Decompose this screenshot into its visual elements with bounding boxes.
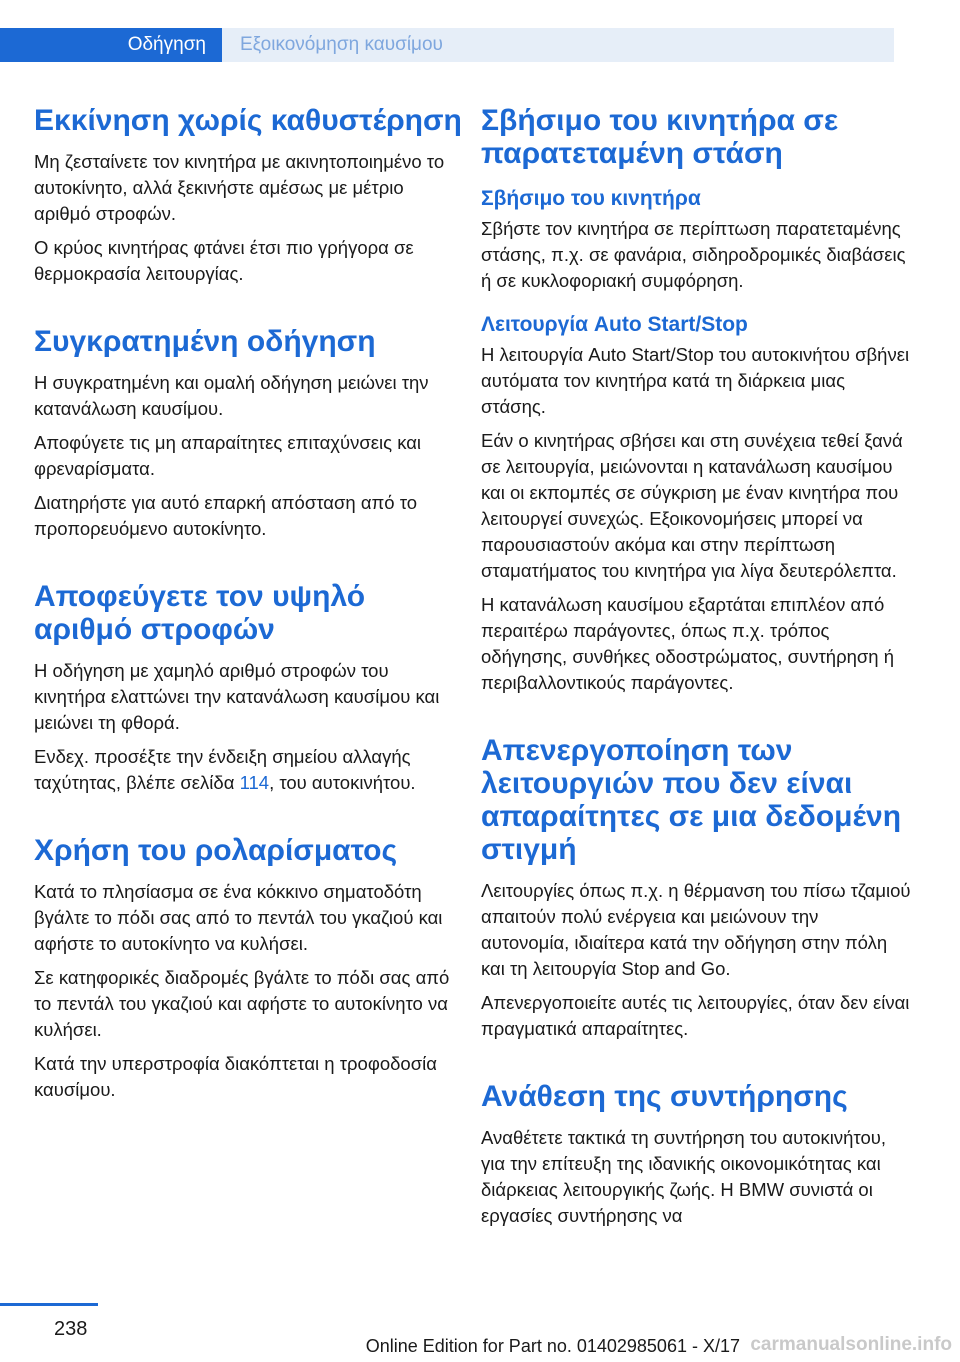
section-moderate-driving (34, 325, 464, 542)
paragraph: Αποφύγετε τις μη απαραίτητες επιταχύνσεις και φρεναρίσματα. (34, 432, 422, 479)
section-coasting (34, 834, 464, 1103)
paragraph (34, 744, 464, 796)
chapter-tab[interactable]: Οδήγηση (0, 28, 222, 62)
section-title: Χρήση του ρολαρίσματος (34, 834, 398, 867)
paragraph: Αναθέτετε τακτικά τη συντήρηση του αυτοκινήτου, για την επίτευξη της ιδανικής οικονομικότητας και διάρκειας λειτουργικής ζωής. Η BMW συνιστά οι εργασίες συντήρησης να (481, 1127, 887, 1226)
section-start-without-delay (34, 104, 464, 287)
section-title: Ανάθεση της συντήρησης (481, 1080, 848, 1113)
subsection-auto-start-stop (481, 312, 911, 696)
section-avoid-high-rpm (34, 580, 464, 796)
paragraph-text: , του αυτοκινήτου. (269, 772, 416, 793)
paragraph: Λειτουργίες όπως π.χ. η θέρμανση του πίσω τζαμιού απαιτούν πολύ ενέργεια και μειώνουν την αυτονομία, ιδιαίτερα κατά την οδήγηση στην πόλη και τη λειτουργία Stop and Go. (481, 880, 911, 979)
section-title: Απενεργοποίηση των λειτουργιών που δεν είναι απαραίτητες σε μια δεδομένη στιγμή (481, 734, 902, 866)
paragraph: Μη ζεσταίνετε τον κινητήρα με ακινητοποιημένο το αυτοκίνητο, αλλά ξεκινήστε αμέσως με μέτριο αριθμό στροφών. (34, 151, 445, 224)
paragraph: Η συγκρατημένη και ομαλή οδήγηση μειώνει την κατανάλωση καυσίμου. (34, 372, 429, 419)
paragraph: Κατά την υπερστροφία διακόπτεται η τροφοδοσία καυσίμου. (34, 1053, 437, 1100)
paragraph: Η κατανάλωση καυσίμου εξαρτάται επιπλέον από περαιτέρω παράγοντες, όπως π.χ. τρόπος οδήγησης, συνθήκες οδοστρώματος, συντήρηση ή περιβαλλοντικούς παράγοντες. (481, 594, 895, 693)
paragraph: Ο κρύος κινητήρας φτάνει έτσι πιο γρήγορα σε θερμοκρασία λειτουργίας. (34, 237, 414, 284)
watermark: carmanualsonline.info (750, 1334, 952, 1355)
subsection-title: Λειτουργία Auto Start/Stop (481, 313, 748, 336)
page-link[interactable]: 114 (239, 772, 270, 793)
page-header (0, 0, 960, 62)
section-title: Σβήσιμο του κινητήρα σε παρατεταμένη στάση (481, 104, 839, 170)
section-title: Εκκίνηση χωρίς καθυστέρηση (34, 104, 462, 137)
paragraph: Απενεργοποιείτε αυτές τις λειτουργίες, όταν δεν είναι πραγματικά απαραίτητες. (481, 992, 910, 1039)
paragraph: Σβήστε τον κινητήρα σε περίπτωση παρατεταμένης στάσης, π.χ. σε φανάρια, σιδηροδρομικές διαβάσεις ή σε κυκλοφοριακή συμφόρηση. (481, 218, 906, 291)
paragraph: Σε κατηφορικές διαδρομές βγάλτε το πόδι σας από το πεντάλ του γκαζιού και αφήστε το αυτοκίνητο να κυλήσει. (34, 967, 450, 1040)
left-column (34, 104, 464, 1141)
edition-note: Online Edition for Part no. 01402985061 - X/17 (365, 1336, 740, 1356)
section-tab[interactable]: Εξοικονόμηση καυσίμου (222, 28, 894, 62)
paragraph: Η οδήγηση με χαμηλό αριθμό στροφών του κινητήρα ελαττώνει την κατανάλωση καυσίμου και μειώνει τη φθορά. (34, 660, 440, 733)
page-number: 238 (54, 1318, 88, 1340)
section-disable-functions (481, 734, 911, 1042)
subsection-engine-off (481, 186, 911, 294)
section-maintenance (481, 1080, 911, 1229)
paragraph: Εάν ο κινητήρας σβήσει και στη συνέχεια τεθεί ξανά σε λειτουργία, μειώνονται η κατανάλωση καυσίμου και οι εκπομπές σε σύγκριση με έναν κινητήρα που λειτουργεί συνεχώς. Εξοικονομήσεις μπορεί να παρουσιαστούν ακόμα και στην περίπτωση σταματήματος του κινητήρα για λίγα δευτερόλεπτα. (481, 430, 903, 581)
paragraph-text: Ενδεχ. προσέξτε την ένδειξη σημείου αλλαγής ταχύτητας, βλέπε σελίδα (34, 746, 411, 793)
subsection-title: Σβήσιμο του κινητήρα (481, 187, 701, 210)
paragraph: Διατηρήστε για αυτό επαρκή απόσταση από το προπορευόμενο αυτοκίνητο. (34, 492, 418, 539)
section-engine-off (481, 104, 911, 696)
paragraph: Η λειτουργία Auto Start/Stop του αυτοκινήτου σβήνει αυτόματα τον κινητήρα κατά τη διάρκεια μιας στάσης. (481, 344, 910, 417)
right-column (481, 104, 911, 1267)
section-title: Συγκρατημένη οδήγηση (34, 325, 376, 358)
section-title: Αποφεύγετε τον υψηλό αριθμό στροφών (34, 580, 366, 646)
footer-rule (0, 1303, 98, 1306)
paragraph: Κατά το πλησίασμα σε ένα κόκκινο σηματοδότη βγάλτε το πόδι σας από το πεντάλ του γκαζιού και αφήστε το αυτοκίνητο να κυλήσει. (34, 881, 443, 954)
